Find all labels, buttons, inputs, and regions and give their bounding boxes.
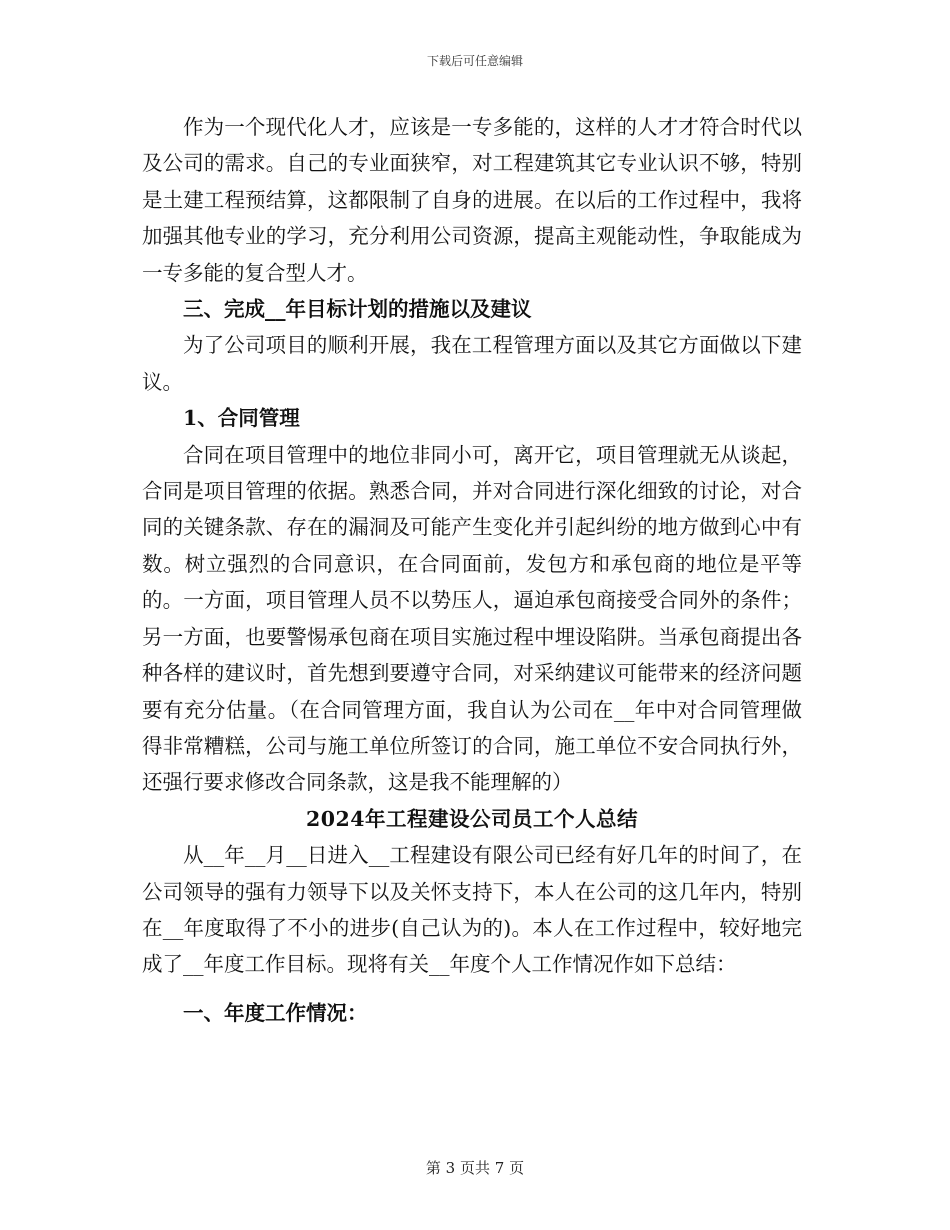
section-heading-contract: 1、合同管理	[183, 406, 300, 431]
page-footer: 第 3 页共 7 页	[425, 1159, 525, 1177]
document-body	[142, 109, 802, 1031]
paragraph-intro: 从__年__月__日进入__工程建设有限公司已经有好几年的时间了，在公司领导的强有力领导下以及关怀支持下，本人在公司的这几年内，特别在__年度取得了不小的进步(自己认为的)。本人在工作过程中，较好地完成了__年度工作目标。现将有关__年度个人工作情况作如下总结：	[142, 843, 802, 977]
document-title: 2024年工程建设公司员工个人总结	[305, 806, 639, 831]
section-heading-annual: 一、年度工作情况：	[183, 1000, 368, 1025]
section-heading-measures: 三、完成__年目标计划的措施以及建议	[183, 297, 532, 322]
page-header: 下载后可任意编辑	[426, 54, 523, 68]
paragraph-suggestions: 为了公司项目的顺利开展，我在工程管理方面以及其它方面做以下建议。	[142, 333, 802, 394]
paragraph-contract: 合同在项目管理中的地位非同小可，离开它，项目管理就无从谈起，合同是项目管理的依据。熟悉合同，并对合同进行深化细致的讨论，对合同的关键条款、存在的漏洞及可能产生变化并引起纠纷的地方做到心中有数。树立强烈的合同意识，在合同面前，发包方和承包商的地位是平等的。一方面，项目管理人员不以势压人，逼迫承包商接受合同外的条件；另一方面，也要警惕承包商在项目实施过程中埋设陷阱。当承包商提出各种各样的建议时，首先想到要遵守合同，对采纳建议可能带来的经济问题要有充分估量。（在合同管理方面，我自认为公司在__年中对合同管理做得非常糟糕，公司与施工单位所签订的合同，施工单位不安合同执行外，还强行要求修改合同条款，这是我不能理解的）	[142, 442, 802, 795]
paragraph-talent: 作为一个现代化人才，应该是一专多能的，这样的人才才符合时代以及公司的需求。自己的专业面狭窄，对工程建筑其它专业认识不够，特别是土建工程预结算，这都限制了自身的进展。在以后的工作过程中，我将加强其他专业的学习，充分利用公司资源，提高主观能动性，争取能成为一专多能的复合型人才。	[142, 115, 802, 285]
